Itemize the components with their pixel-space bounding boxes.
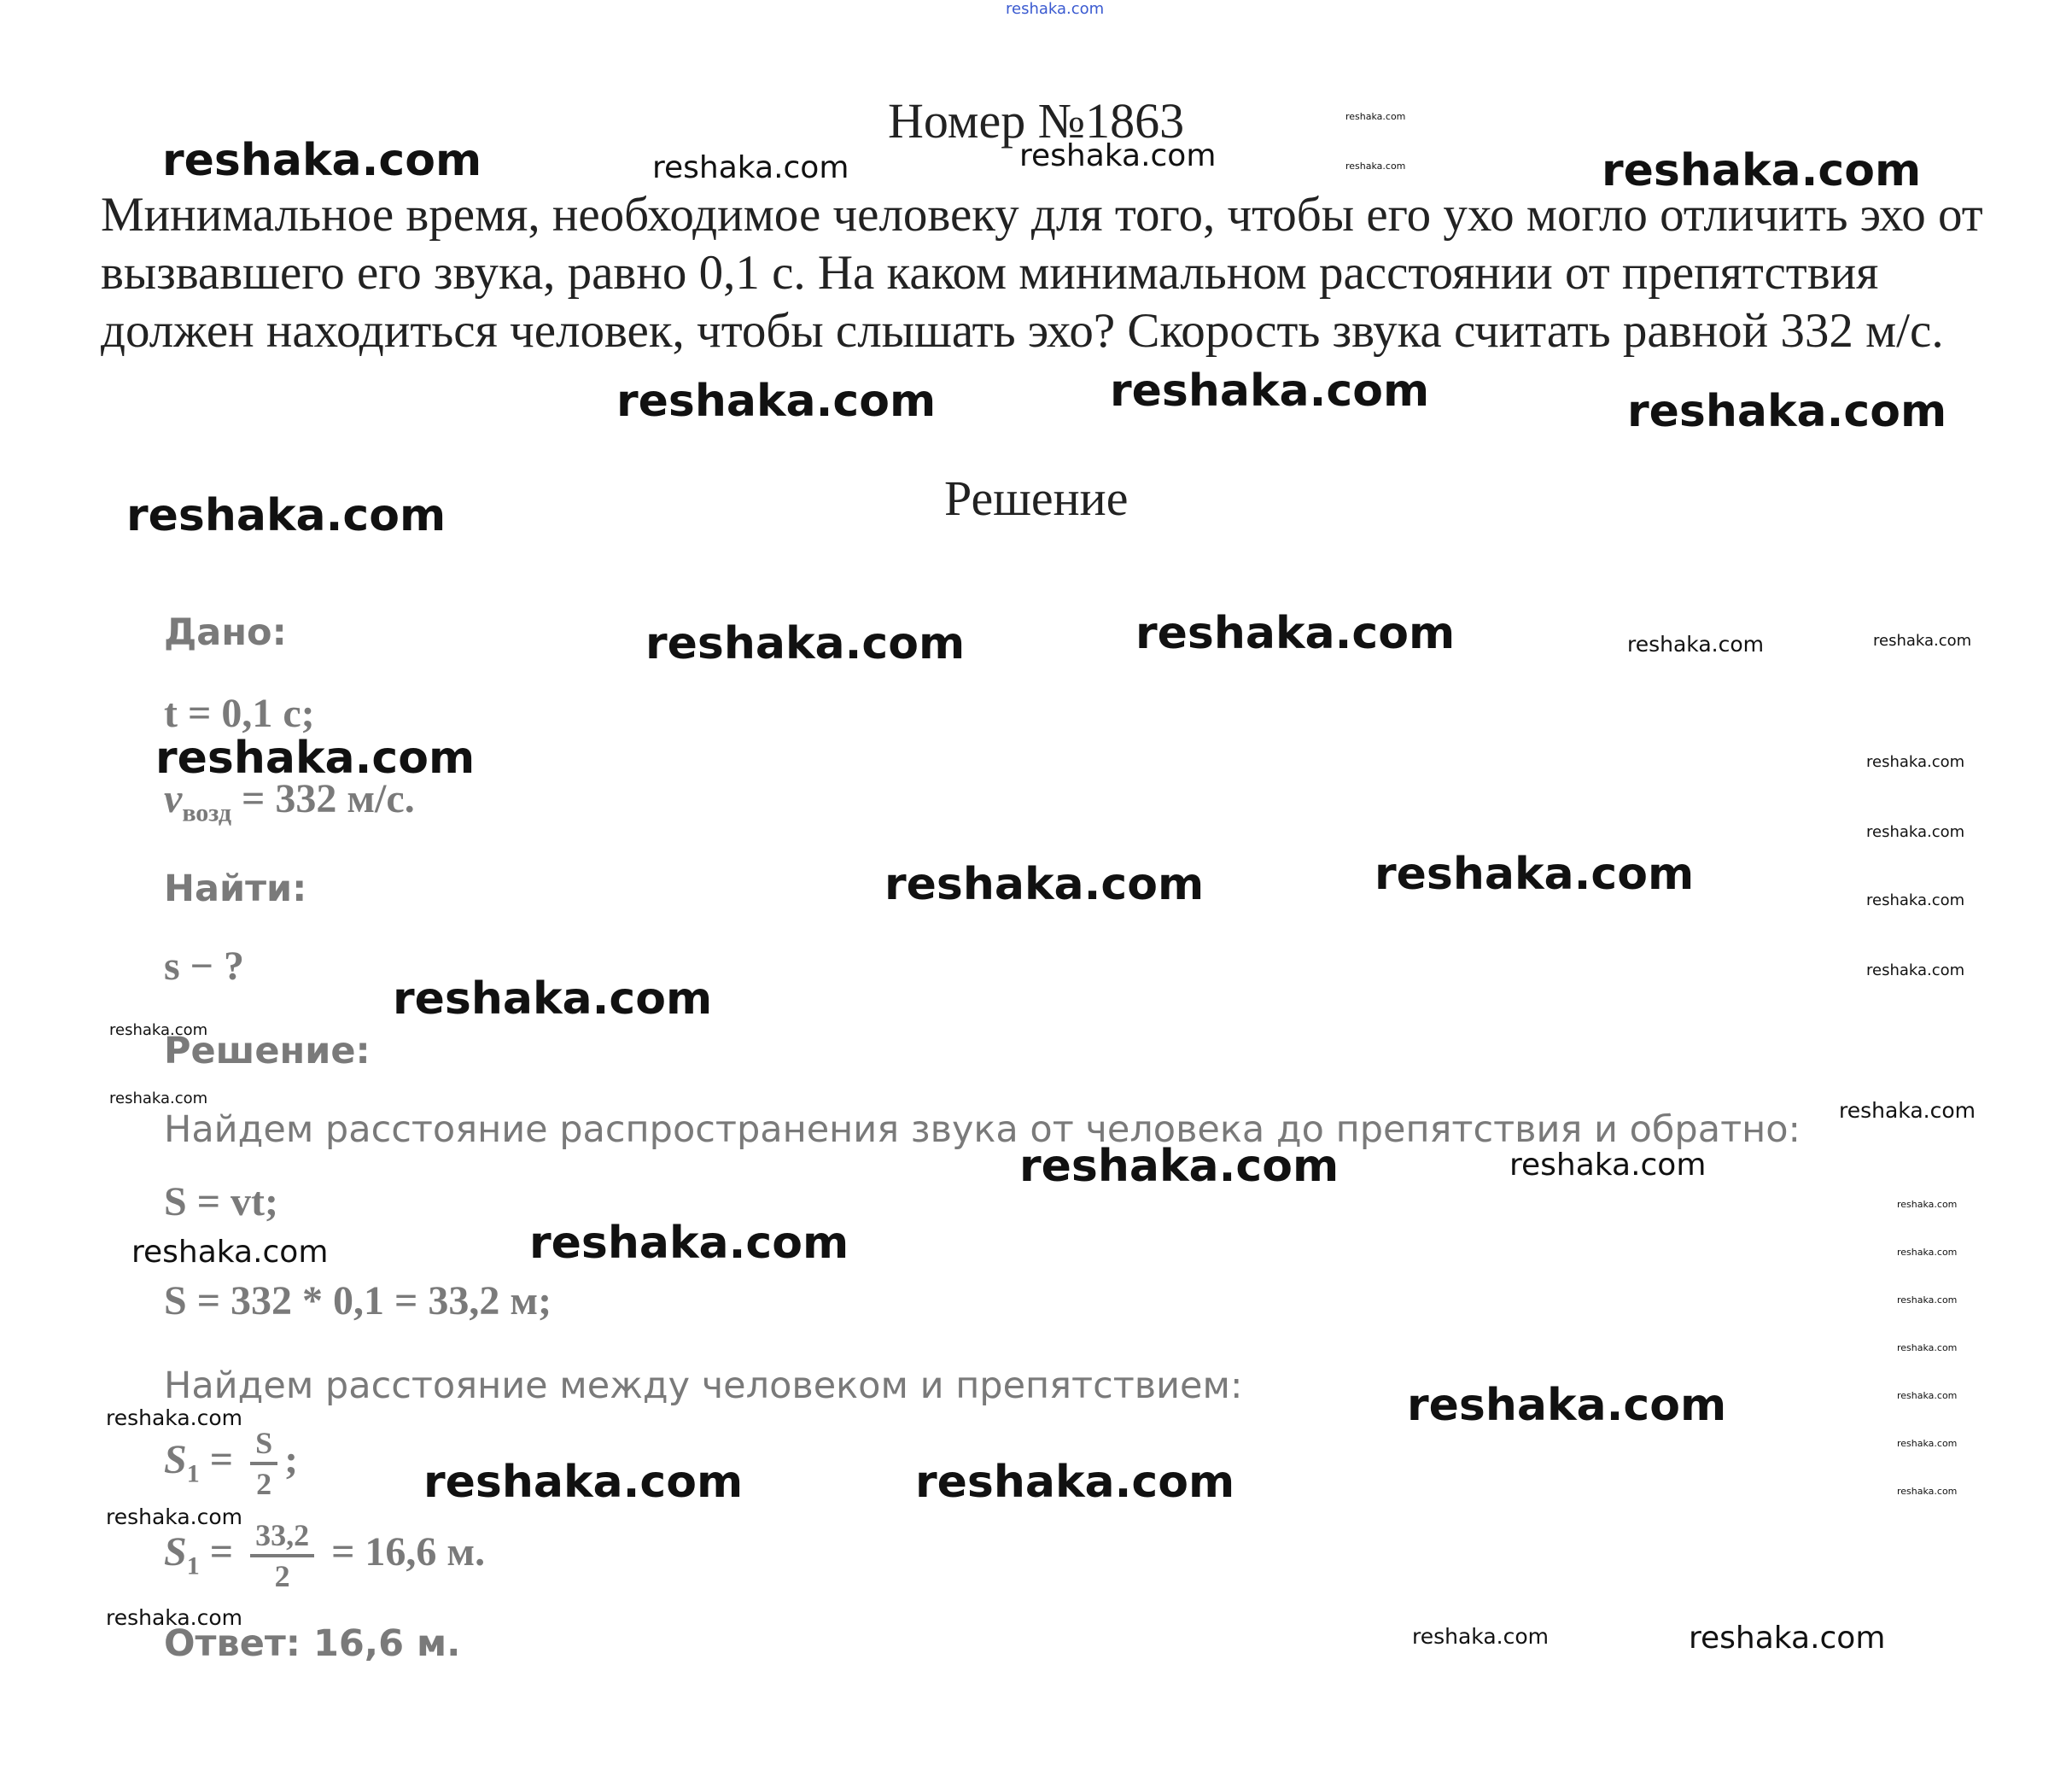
formula3-tail: ; [284,1437,299,1483]
watermark: reshaka.com [1866,961,1965,979]
solution-heading: Решение [944,470,1129,526]
formula4-numerator: 33,2 [250,1516,314,1557]
watermark: reshaka.com [1509,1148,1707,1183]
solution-label: Решение: [164,1030,371,1072]
velocity-value: = 332 м/с. [231,776,415,821]
problem-statement: Минимальное время, необходимое человеку для того, чтобы его ухо могло отличить эхо от вызвавшего его звука, равно 0,1 с. На каком минимальном расстоянии от препятствия должен находиться человек, чтобы слышать эхо? Скорость звука считать равной 332 м/с. [101,188,1983,358]
watermark: reshaka.com [1866,753,1965,771]
given-time: t = 0,1 с; [164,691,315,736]
formula3-sub: 1 [186,1459,200,1488]
watermark: reshaka.com [1627,632,1764,657]
step1-text: Найдем расстояние распространения звука от человека до препятствия и обратно: [164,1108,1801,1151]
watermark: reshaka.com [884,859,1205,910]
velocity-symbol: v [164,776,183,821]
watermark: reshaka.com [1407,1380,1727,1431]
formula4-fraction [250,1516,314,1595]
step2-text: Найдем расстояние между человеком и препятствием: [164,1364,1243,1407]
formula4-tail: = 16,6 м. [321,1529,486,1575]
watermark: reshaka.com [1866,891,1965,909]
watermark: reshaka.com [1897,1486,1958,1497]
watermark: reshaka.com [1897,1342,1958,1353]
formula4-eq: = [199,1529,244,1575]
watermark: reshaka.com [1006,0,1105,18]
watermark: reshaka.com [529,1218,849,1269]
formula3-fraction [250,1424,277,1503]
formula4-sub: 1 [186,1551,200,1580]
watermark: reshaka.com [652,150,849,185]
formula3-lhs: S [164,1437,187,1483]
watermark: reshaka.com [645,618,966,669]
formula-3 [164,1424,298,1503]
answer: Ответ: 16,6 м. [164,1622,461,1665]
watermark: reshaka.com [155,733,476,784]
watermark: reshaka.com [106,1605,242,1630]
watermark: reshaka.com [1873,632,1972,650]
watermark: reshaka.com [1897,1247,1958,1258]
watermark: reshaka.com [616,376,937,427]
find-distance: s − ? [164,944,245,989]
watermark: reshaka.com [1345,161,1406,172]
watermark: reshaka.com [1019,1141,1340,1192]
formula-2: S = 332 * 0,1 = 33,2 м; [164,1278,552,1323]
watermark: reshaka.com [106,1405,242,1430]
watermark: reshaka.com [1627,386,1947,437]
watermark: reshaka.com [1866,823,1965,841]
watermark: reshaka.com [915,1457,1235,1508]
watermark: reshaka.com [109,1021,208,1039]
watermark: reshaka.com [1897,1390,1958,1401]
given-label: Дано: [164,611,287,654]
watermark: reshaka.com [1897,1294,1958,1306]
watermark: reshaka.com [1345,111,1406,122]
watermark: reshaka.com [1135,608,1456,659]
watermark: reshaka.com [1602,145,1922,196]
watermark: reshaka.com [1375,849,1695,900]
watermark: reshaka.com [109,1090,208,1107]
watermark: reshaka.com [1897,1199,1958,1210]
watermark: reshaka.com [1897,1438,1958,1449]
page-title: Номер №1863 [888,93,1185,149]
watermark: reshaka.com [126,490,447,541]
velocity-subscript: возд [182,798,231,827]
watermark: reshaka.com [106,1504,242,1529]
watermark: reshaka.com [423,1457,744,1508]
formula3-denominator: 2 [256,1467,272,1501]
find-label: Найти: [164,868,307,910]
formula-1: S = vt; [164,1179,279,1224]
formula4-denominator: 2 [274,1559,290,1593]
watermark: reshaka.com [162,135,482,186]
watermark: reshaka.com [393,973,713,1025]
watermark: reshaka.com [1839,1098,1976,1123]
formula3-numerator: S [250,1424,277,1465]
formula4-lhs: S [164,1529,187,1575]
watermark: reshaka.com [1019,138,1217,173]
watermark: reshaka.com [1110,365,1430,417]
watermark: reshaka.com [1689,1621,1886,1656]
formula3-eq: = [199,1437,244,1483]
watermark: reshaka.com [1412,1624,1549,1649]
watermark: reshaka.com [131,1235,329,1270]
